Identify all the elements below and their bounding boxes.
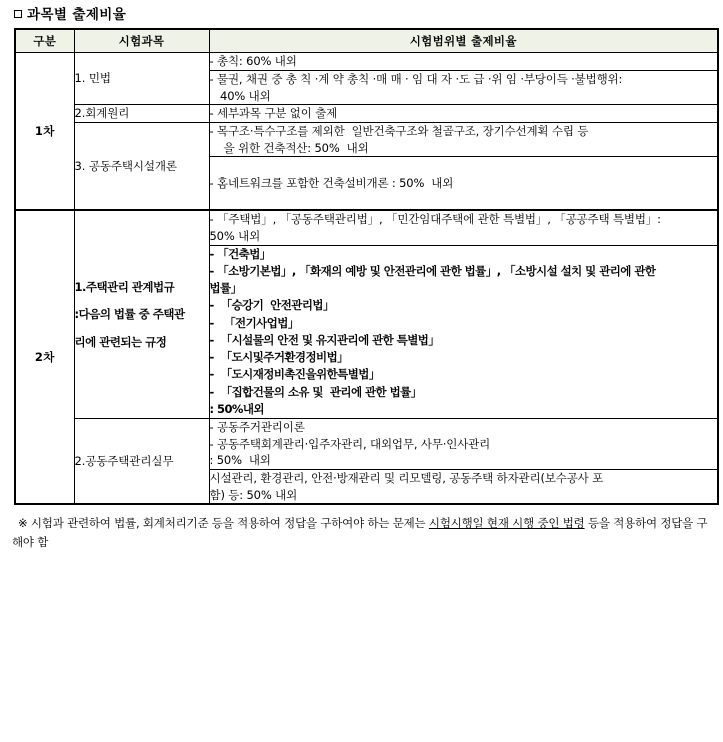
scope-line: 시설관리, 환경관리, 안전·방재관리 및 리모델링, 공동주택 하자관리(보수공사 포: [209, 471, 604, 486]
scope-line: - 물권, 채권 중 총 칙 ·계 약 총칙 ·매 매 · 임 대 자 ·도 급 ·위 임 ·부당이득 ·불법행위:: [209, 71, 623, 86]
scope-line: 법률」: [209, 281, 242, 296]
subject-cell-civil-law: 1. 민법: [74, 53, 209, 105]
table-body: [15, 53, 718, 505]
scope-line: - 공동주거관리이론: [209, 420, 305, 435]
scope-line: 함) 등: 50% 내외: [209, 487, 298, 502]
subject-line: 1.주택관리 관계법규: [74, 279, 175, 294]
scope-cell: [209, 419, 718, 470]
scope-line: - 공동주택회계관리·입주자관리, 대외업무, 사무·인사관리: [209, 436, 491, 451]
scope-cell: [209, 210, 718, 245]
table-row: [15, 53, 718, 71]
scope-cell: [209, 122, 718, 156]
scope-line: - 「승강기 안전관리법」: [209, 298, 334, 313]
subject-cell-management-practice: 2.공동주택관리실무: [74, 419, 209, 505]
footnote-pre: ※ 시험과 관련하여 법률, 회계처리기준 등을 적용하여 정답을 구하여야 하는 문제는: [18, 516, 429, 531]
scope-cell: [209, 70, 718, 104]
scope-line: - 「시설물의 안전 및 유지관리에 관한 특별법」: [209, 332, 440, 347]
scope-line: - 「도시재정비촉진을위한특별법」: [209, 367, 380, 382]
subject-line: :다음의 법률 중 주택관: [74, 307, 185, 322]
scope-cell-law-list: [209, 245, 718, 419]
subject-cell-accounting: 2.회계원리: [74, 105, 209, 123]
table-row: [15, 105, 718, 123]
scope-line: - 목구조·특수구조를 제외한 일반건축구조와 철골구조, 장기수선계획 수립 등: [209, 123, 589, 138]
subject-cell-facility: 3. 공동주택시설개론: [74, 122, 209, 210]
document-page: [0, 7, 723, 742]
phase-cell-1: 1차: [15, 53, 74, 211]
scope-line: : 50%내외: [209, 401, 264, 416]
page-title: [14, 7, 723, 23]
scope-cell: [209, 53, 718, 71]
footnote-post: 등을 적용하여 정답을 구해야 함: [12, 516, 708, 550]
footnote: [12, 514, 711, 552]
scope-line: 을 위한 건축적산: 50% 내외: [209, 140, 369, 155]
scope-line: : 50% 내외: [209, 453, 271, 468]
scope-line: - 「도시및주거환경정비법」: [209, 350, 349, 365]
table-row: [15, 419, 718, 470]
exam-ratio-table: [14, 28, 719, 505]
scope-cell: [209, 105, 718, 123]
table-header: [15, 29, 718, 53]
column-header-subject: 시험과목: [74, 29, 209, 53]
scope-line: - 「주택법」, 「공동주택관리법」, 「민간임대주택에 관한 특별법」, 「공공주택 특별법」:: [209, 212, 661, 227]
scope-line: - 「집합건물의 소유 및 관리에 관한 법률」: [209, 384, 422, 399]
scope-cell: [209, 157, 718, 211]
phase-cell-2: 2차: [15, 210, 74, 504]
scope-line: - 「소방기본법」, 「화재의 예방 및 안전관리에 관한 법률」, 「소방시설 설치 및 관리에 관한: [209, 263, 656, 278]
scope-line: 50% 내외: [209, 228, 261, 243]
page-title-text: 과목별 출제비율: [27, 7, 127, 23]
table-row: [15, 122, 718, 156]
scope-line: 40% 내외: [209, 88, 271, 103]
scope-line: - 「건축법」: [209, 246, 271, 261]
column-header-scope: 시험범위별 출제비율: [209, 29, 718, 53]
footnote-underlined: 시험시행일 현재 시행 중인 법령: [428, 516, 585, 531]
square-bullet-icon: [14, 10, 22, 18]
scope-line: - 홈네트워크를 포함한 건축설비개론 : 50% 내외: [209, 175, 454, 190]
scope-line: - 「전기사업법」: [209, 315, 299, 330]
scope-line: - 세부과목 구분 없이 출제: [209, 106, 338, 121]
table-header-row: [15, 29, 718, 53]
scope-cell: [209, 470, 718, 505]
subject-line: 리에 관련되는 규정: [74, 334, 167, 349]
scope-line: - 총칙: 60% 내외: [209, 54, 297, 69]
table-row: [15, 210, 718, 245]
column-header-phase: 구분: [15, 29, 74, 53]
subject-cell-housing-law: [74, 210, 209, 418]
